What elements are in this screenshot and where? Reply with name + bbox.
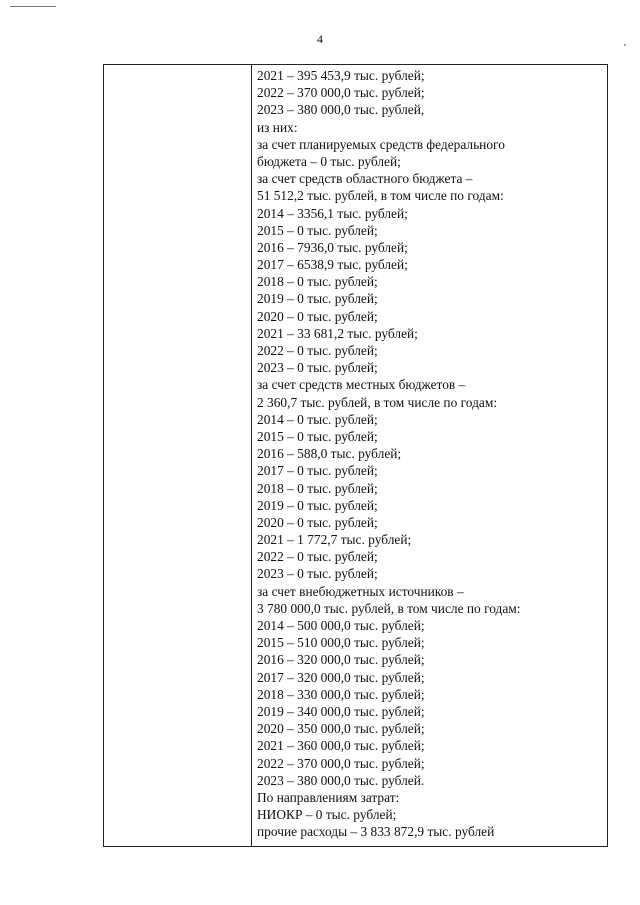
funding-line: за счет средств местных бюджетов – — [257, 377, 466, 393]
funding-line: 2022 – 370 000,0 тыс. рублей; — [257, 85, 425, 101]
funding-line: НИОКР – 0 тыс. рублей; — [257, 807, 397, 823]
funding-line: 2016 – 320 000,0 тыс. рублей; — [257, 652, 425, 668]
funding-line: 2022 – 0 тыс. рублей; — [257, 549, 378, 565]
funding-line: 2015 – 0 тыс. рублей; — [257, 222, 378, 238]
funding-line: 2021 – 395 453,9 тыс. рублей; — [257, 68, 425, 83]
funding-line: 2020 – 0 тыс. рублей; — [257, 308, 378, 324]
funding-line: за счет средств областного бюджета – — [257, 171, 473, 187]
funding-line: 2021 – 360 000,0 тыс. рублей; — [257, 738, 425, 754]
funding-line: 3 780 000,0 тыс. рублей, в том числе по годам: — [257, 600, 521, 616]
funding-line: 2023 – 0 тыс. рублей; — [257, 360, 378, 376]
funding-line: 2020 – 350 000,0 тыс. рублей; — [257, 721, 425, 737]
table-left-cell — [104, 65, 251, 846]
funding-line: 2023 – 380 000,0 тыс. рублей. — [257, 772, 425, 788]
funding-line: бюджета – 0 тыс. рублей; — [257, 153, 401, 169]
corner-scan-mark — [10, 6, 56, 7]
funding-line: 2021 – 1 772,7 тыс. рублей; — [257, 532, 412, 548]
funding-line: за счет планируемых средств федерального — [257, 136, 505, 152]
funding-line: за счет внебюджетных источников – — [257, 583, 464, 599]
funding-line: 2022 – 0 тыс. рублей; — [257, 343, 378, 358]
funding-line: По направлениям затрат: — [257, 789, 400, 805]
funding-line: 2017 – 0 тыс. рублей; — [257, 463, 378, 479]
funding-table — [103, 64, 608, 847]
funding-line: 2023 – 0 тыс. рублей; — [257, 566, 378, 582]
funding-line: 2021 – 33 681,2 тыс. рублей; — [257, 325, 418, 341]
funding-line: 2015 – 510 000,0 тыс. рублей; — [257, 635, 425, 651]
funding-line: 2019 – 0 тыс. рублей; — [257, 497, 378, 513]
funding-line: 2018 – 330 000,0 тыс. рублей; — [257, 686, 425, 702]
funding-line: из них: — [257, 119, 298, 135]
funding-line: 2017 – 320 000,0 тыс. рублей; — [257, 669, 425, 685]
funding-line: прочие расходы – 3 833 872,9 тыс. рублей — [257, 824, 495, 840]
funding-line: 2014 – 500 000,0 тыс. рублей; — [257, 618, 425, 633]
funding-line: 2019 – 340 000,0 тыс. рублей; — [257, 703, 425, 719]
funding-line: 2023 – 380 000,0 тыс. рублей, — [257, 102, 425, 118]
funding-line: 2016 – 588,0 тыс. рублей; — [257, 446, 402, 462]
funding-line: 2020 – 0 тыс. рублей; — [257, 514, 378, 530]
column-divider — [251, 65, 252, 846]
funding-line: 2014 – 0 тыс. рублей; — [257, 411, 378, 427]
funding-line: 2022 – 370 000,0 тыс. рублей; — [257, 755, 425, 771]
funding-line: 2017 – 6538,9 тыс. рублей; — [257, 257, 408, 273]
funding-line: 2 360,7 тыс. рублей, в том числе по годам: — [257, 394, 498, 410]
funding-line: 2019 – 0 тыс. рублей; — [257, 291, 378, 307]
funding-line: 2016 – 7936,0 тыс. рублей; — [257, 239, 408, 255]
funding-line: 2018 – 0 тыс. рублей; — [257, 274, 378, 290]
page-number: 4 — [317, 32, 323, 46]
funding-line: 2015 – 0 тыс. рублей; — [257, 428, 378, 444]
funding-line: 2014 – 3356,1 тыс. рублей; — [257, 205, 408, 221]
funding-line: 2018 – 0 тыс. рублей; — [257, 480, 378, 496]
funding-line: 51 512,2 тыс. рублей, в том числе по годам: — [257, 188, 504, 204]
table-right-cell — [257, 67, 603, 840]
